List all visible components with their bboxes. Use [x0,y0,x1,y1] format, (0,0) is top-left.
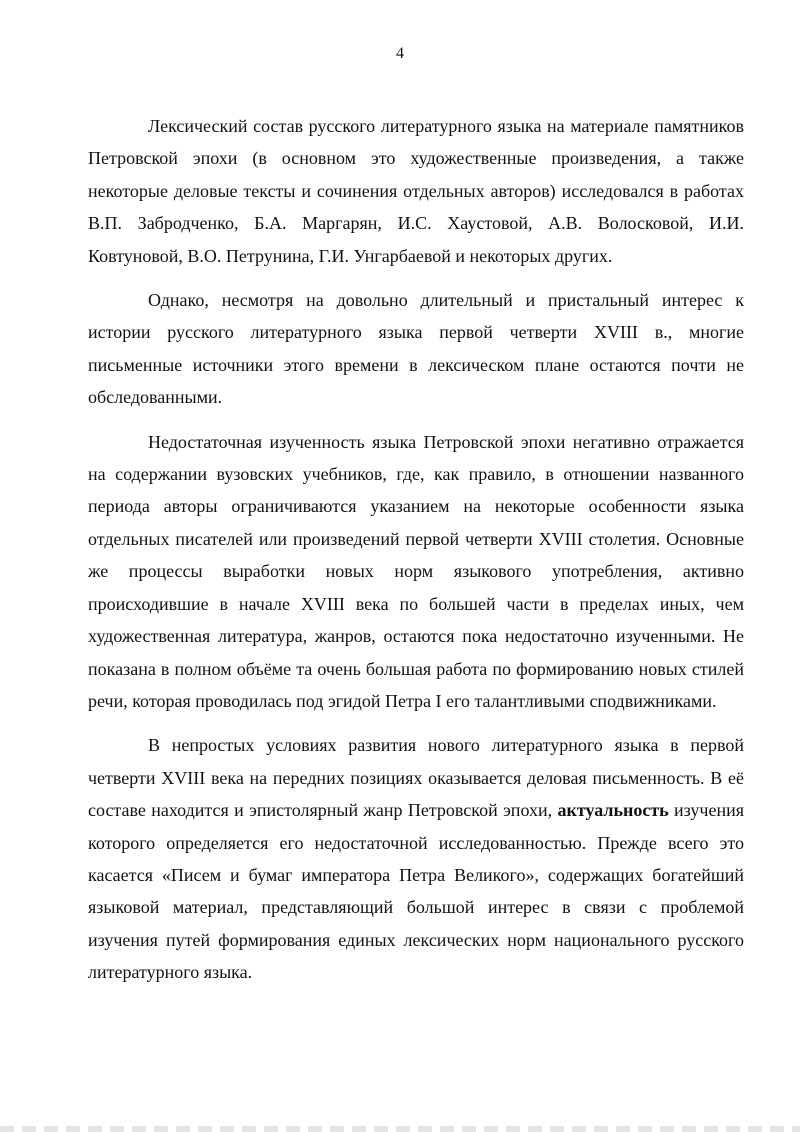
relevance-text-after: изучения которого определяется его недостаточной исследованностью. Прежде всего это касается «Писем и бумаг императора Петра Великого», содержащих богатейший языковой материал, представляющий большой интерес в связи с проблемой изучения путей формирования единых лексических норм национального русского литературного языка. [88,800,744,983]
document-body [88,110,744,989]
relevance-keyword: актуальность [557,800,669,821]
paragraph-lexical-composition: Лексический состав русского литературного языка на материале памятников Петровской эпохи (в основном это художественные произведения, а также некоторые деловые тексты и сочинения отдельных авторов) исследовался в работах В.П. Забродченко, Б.А. Маргарян, И.С. Хаустовой, А.В. Волосковой, И.И. Ковтуновой, В.О. Петрунина, Г.И. Унгарбаевой и некоторых других. [88,116,744,266]
paragraph-however: Однако, несмотря на довольно длительный и пристальный интерес к истории русского литературного языка первой четверти XVIII в., многие письменные источники этого времени в лексическом плане остаются почти не обследованными. [88,290,744,408]
paragraph-insufficient-study: Недостаточная изученность языка Петровской эпохи негативно отражается на содержании вузовских учебников, где, как правило, в отношении названного периода авторы ограничиваются указанием на некоторые особенности языка отдельных писателей или произведений первой четверти XVIII столетия. Основные же процессы выработки новых норм языкового употребления, активно происходившие в начале XVIII века по большей части в пределах иных, чем художественная литература, жанров, остаются пока недостаточно изученными. Не показана в полном объёме та очень большая работа по формированию новых стилей речи, которая проводилась под эгидой Петра I его талантливыми сподвижниками. [88,431,744,711]
scan-bottom-edge [0,1126,800,1132]
paragraph-relevance [88,729,744,988]
page-number: 4 [396,45,404,62]
relevance-text-before: В непростых условиях развития нового литературного языка в первой четверти XVIII века на передних позициях оказывается деловая письменность. В её составе находится и эпистолярный жанр Петровской эпохи, [88,735,744,821]
